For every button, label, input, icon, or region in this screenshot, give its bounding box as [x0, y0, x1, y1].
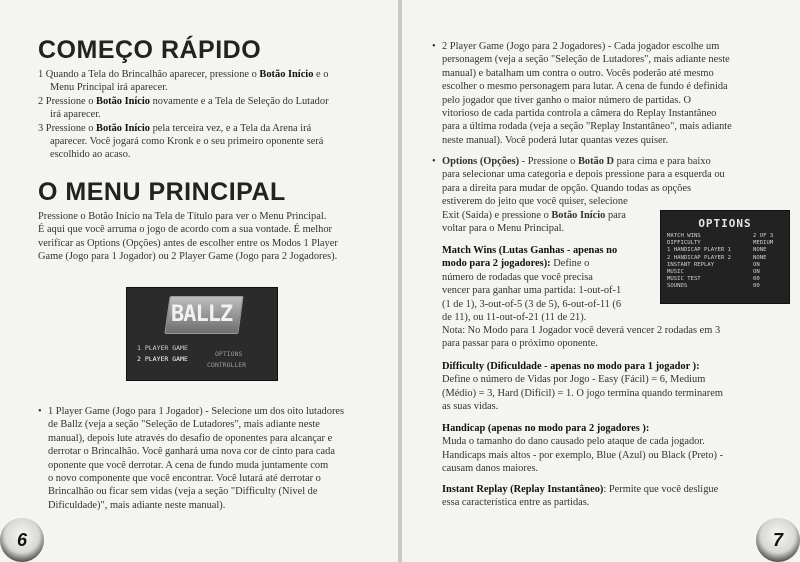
difficulty-section: Difficulty (Dificuldade - apenas no modo para 1 jogador ): Define o número de Vidas por Jogo - Easy (Fácil) = 6, Medium (Médio) = 3, Hard (Difícil) = 1. O jogo termina quando terminarem as suas vidas.: [442, 361, 723, 413]
options-screen-image: OPTIONS MATCH WINS DIFFICULTY 1 HANDICAP PLAYER 1 2 HANDICAP PLAYER 2 INSTANT REPLAY MUSIC MUSIC TEST SOUNDS 2 OF 3 MEDIUM NONE NONE ON ON 00 00: [660, 210, 790, 304]
two-player-game-description: • 2 Player Game (Jogo para 2 Jogadores) - Cada jogador escolhe um personagem (veja a seção "Seleção de Lutadores", mais adiante neste manual) e batalham um contra o outro. Vocês poderão até mesmo escolher o mesmo personagem para lutar. A cena de fundo é definida pelo jogador que tiver ganho o maior número de partidas. O vitorioso de cada partida controla a câmera do Replay Instantâneo para a última rodada (veja a seção "Replay Instantâneo", mais adiante neste manual). Você poderá lutar quantas vezes quiser.: [432, 41, 732, 146]
options-description: • Options (Opções) - Pressione o Botão D para cima e para baixo para selecionar uma categoria e depois pressione para a esquerda ou para a direita para mudar de opção. Quando todas as opções estiverem do jeito que você quiser, selecione Exit (Saída) e pressione o Botão Início para voltar para o Menu Principal.: [432, 156, 725, 235]
left-page: [0, 0, 398, 562]
main-menu-intro: Pressione o Botão Início na Tela de Título para ver o Menu Principal. É aqui que você arruma o jogo de acordo com a sua vontade. É melhor verificar as Options (Opções) antes de escolher entre os Modos 1 Player Game (Jogo para 1 Jogador) ou 2 Player Game (Jogo para 2 Jogadores).: [38, 211, 338, 263]
title-screen-image: BALLZ 1 PLAYER GAME 2 PLAYER GAME OPTIONS CONTROLLER: [126, 287, 278, 381]
options-labels: MATCH WINS DIFFICULTY 1 HANDICAP PLAYER 1 2 HANDICAP PLAYER 2 INSTANT REPLAY MUSIC MUSIC TEST SOUNDS: [667, 233, 731, 290]
right-page: [402, 0, 800, 562]
handicap-section: Handicap (apenas no modo para 2 jogadores ): Muda o tamanho do dano causado pelo ataque de cada jogador. Handicaps mais altos - por exemplo, Blue (Azul) ou Black (Preto) - causam danos maiores.: [442, 423, 724, 475]
options-values: 2 OF 3 MEDIUM NONE NONE ON ON 00 00: [753, 233, 774, 290]
match-wins-note: Nota: No Modo para 1 Jogador você deverá vencer 2 rodadas em 3 para passar para o próximo oponente.: [442, 325, 721, 350]
page-number-right: 7: [756, 518, 800, 562]
match-wins-section: Match Wins (Lutas Ganhas - apenas no modo para 2 jogadores): Define o número de rodadas que você precisa vencer para ganhar uma partida: 1-out-of-1 (1 de 1), 3-out-of-5 (3 de 5), 6-out-of-11 (6 de 11), ou 11-out-of-21 (11 de 21).: [442, 245, 622, 324]
heading-quick-start: COMEÇO RÁPIDO: [38, 36, 262, 64]
heading-main-menu: O MENU PRINCIPAL: [38, 178, 286, 206]
one-player-game-description: • 1 Player Game (Jogo para 1 Jogador) - Selecione um dos oito lutadores de Ballz (veja a seção "Seleção de Lutadores", mais adiante neste manual), depois lute através do desafio de oponentes para alcançar e derrotar o Brincalhão. Você ganhará uma nova cor de cinto para cada oponente que você derrotar. A cena de fundo muda juntamente com o novo componente que você encontrar. Você lutará até derrotar o Brincalhão ou ficar sem vidas (veja a seção "Difficulty (Nível de Dificuldade)", mais adiante neste manual).: [38, 406, 345, 511]
ballz-logo: BALLZ: [171, 302, 233, 327]
page-number-left: 6: [0, 518, 44, 562]
instant-replay-section: Instant Replay (Replay Instantâneo): Permite que você desligue essa característica entre as partidas.: [442, 484, 719, 509]
quick-start-steps: 1 Quando a Tela do Brincalhão aparecer, pressione o Botão Início e o Menu Principal irá aparecer. 2 Pressione o Botão Início novamente e a Tela de Seleção do Lutador irá aparecer. 3 Pressione o Botão Início pela terceira vez, e a Tela da Arena irá aparecer. Você jogará como Kronk e o seu primeiro oponente será escolhido ao acaso.: [38, 69, 329, 161]
